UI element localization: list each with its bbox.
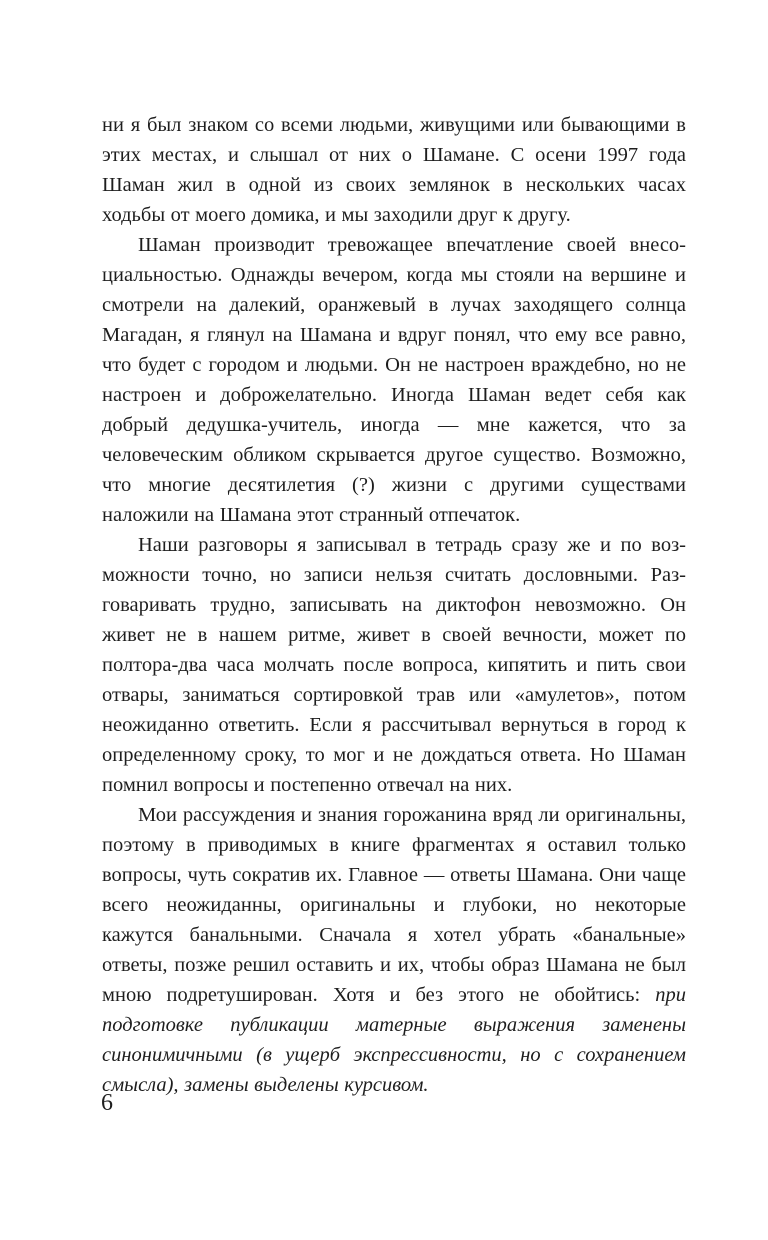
page-number: 6 <box>101 1090 113 1116</box>
paragraph: Шаман производит тревожащее впечатление своей внесоциальностью. Однажды вечером, когда мы стояли на вершине и смотрели на далекий, оранжевый в лучах заходящего солнца Магадан, я глянул на Шамана и вдруг понял, что ему все равно, что будет с городом и людьми. Он не настроен враждебно, но не настроен и доброжелательно. Иногда Шаман ведет себя как добрый дедушка-учитель, иногда — мне кажется, что за человеческим обликом скрывается другое существо. Возможно, что многие десятилетия (?) жизни с другими существами наложили на Шамана этот странный отпечаток. <box>102 234 686 526</box>
body-text <box>102 110 686 1100</box>
paragraph: ни я был знаком со всеми людьми, живущими или бывающими в этих местах, и слышал от них о Шамане. С осени 1997 года Шаман жил в одной из своих землянок в нескольких часах ходьбы от моего домика, и мы заходили друг к другу. <box>102 114 686 226</box>
paragraph-regular-text: Мои рассуждения и знания горожанина вряд ли оригинальны, поэтому в приводимых в книге фрагментах я оставил только вопросы, чуть сократив их. Главное — ответы Шамана. Они чаще всего неожиданны, оригинальны и глубоки, но некоторые кажутся банальными. Сначала я хотел убрать «банальные» ответы, позже решил оставить и их, чтобы образ Шамана не был мною подретуширован. Хотя и без этого не обойтись: <box>102 804 686 1006</box>
paragraph: Наши разговоры я записывал в тетрадь сразу же и по возможности точно, но записи нельзя считать дословными. Разговаривать трудно, записывать на диктофон невозможно. Он живет не в нашем ритме, живет в своей вечности, может по полтора-два часа молчать после вопроса, кипятить и пить свои отвары, заниматься сортировкой трав или «амулетов», потом неожиданно ответить. Если я рассчитывал вернуться в город к определенному сроку, то мог и не дождаться ответа. Но Шаман помнил вопросы и постепенно отвечал на них. <box>102 534 686 796</box>
paragraph <box>102 800 686 1100</box>
italic-passage: при подготовке публикации матерные выражения заменены синонимичными (в ущерб экспрессивности, но с сохранением смысла), замены выделены курсивом. <box>102 984 686 1096</box>
